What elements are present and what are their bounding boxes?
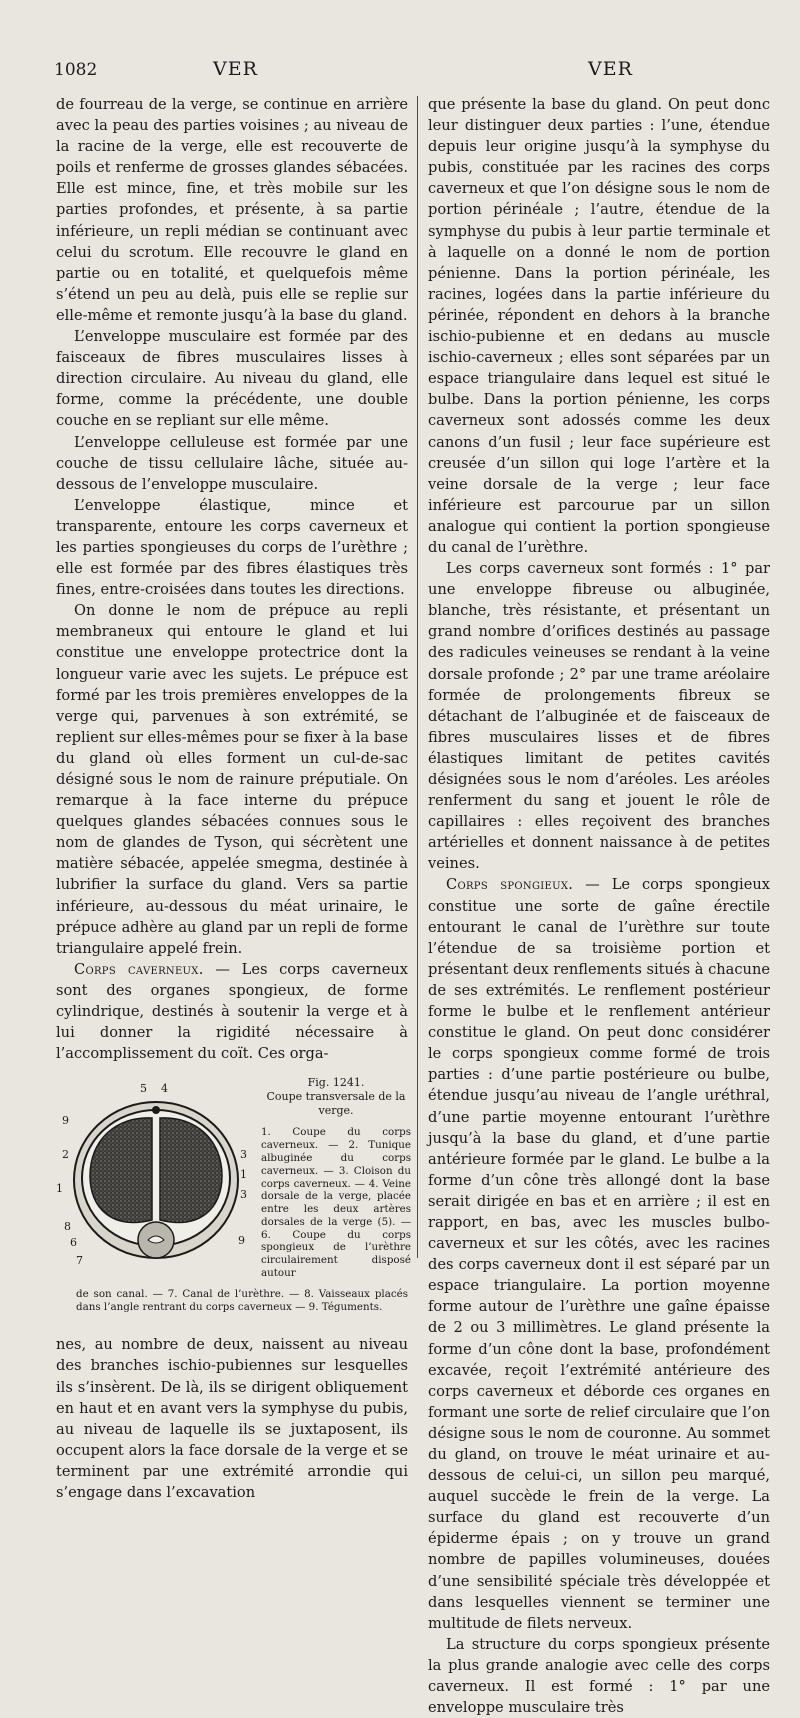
svg-text:3: 3 <box>240 1188 247 1202</box>
svg-text:6: 6 <box>70 1236 77 1250</box>
svg-text:1: 1 <box>240 1168 247 1182</box>
right-column <box>428 94 770 1718</box>
paragraph-text: — Le corps spongieux constitue une sorte de gaîne érectile entourant le canal de l’urèthre sur toute l’étendue de sa troisième portion et présentant deux renflements situés à chacune de ses extrémités. Le renflement postérieur forme le bulbe et le renflement antérieur constitue le gland. On peut donc considérer le corps spongieux comme formé de trois parties : d’une partie postérieure ou bulbe, étendue jusqu’au niveau de l’angle uréthral, d’une partie moyenne entourant l’urèthre jusqu’à la base du gland, et d’une partie antérieure formée par le gland. Le bulbe a la forme d’un cône très allongé dont la base serait dirigée en bas et en arrière ; il est en rapport, en bas, avec les muscles bulbo-caverneux et sur les côtés, avec les racines des corps caverneux dont il est séparé par un espace triangulaire. La portion moyenne forme autour de l’urèthre une gaîne épaisse de 2 ou 3 millimètres. Le gland présente la forme d’un cône dont la base, profondément excavée, reçoit l’extrémité antérieure des corps caverneux et déborde ces organes en formant une sorte de relief circulaire que l’on désigne sous le nom de couronne. Au sommet du gland, on trouve le méat urinaire et au-dessous de celui-ci, un sillon peu marqué, auquel succède le frein de la verge. La surface du gland est recouverte d’un épiderme épais ; on y trouve un grand nombre de papilles volumineuses, douées d’une sensibilité spéciale très développée et dans lesquelles viennent se terminer une multitude de filets nerveux. <box>428 876 770 1632</box>
section-heading: Corps spongieux. <box>446 876 574 894</box>
paragraph: Les corps caverneux sont formés : 1° par une enveloppe fibreuse ou albuginée, blanche, très résistante, et présentant un grand nombre d’orifices destinés au passage des radicules veineuses se rendant à la veine dorsale profonde ; 2° par une trame aréolaire formée de prolongements fibreux se détachant de l’albuginée et de faisceaux de fibres musculaires lisses et de fibres élastiques limitant de petites cavités désignées sous le nom d’aréoles. Les aréoles renferment du sang et jouent le rôle de capillaires : elles reçoivent des branches artérielles et donnent naissance à de petites veines. <box>428 560 770 873</box>
figure-title: Coupe transversale de la verge. <box>266 1090 406 1118</box>
svg-text:7: 7 <box>76 1254 83 1268</box>
page-number: 1082 <box>54 60 98 80</box>
section-heading: Corps caverneux. <box>74 960 204 978</box>
figure-label: Fig. 1241. <box>307 1076 365 1090</box>
figure-1241 <box>56 1070 411 1330</box>
paragraph: L’enveloppe celluleuse est formée par une couche de tissu cellulaire lâche, située au-dessous de l’enveloppe musculaire. <box>56 433 408 493</box>
figure-legend: 1. Coupe du corps caverneux. — 2. Tunique albuginée du corps caverneux. — 3. Cloison du corps caverneux. — 4. Veine dorsale de la verge, placée entre les deux artères dorsales de la verge (5). — 6. Coupe du corps spongieux de l’urèthre circulairement disposé autour <box>261 1126 411 1280</box>
svg-text:1: 1 <box>56 1182 63 1196</box>
cross-section-illustration <box>56 1080 256 1285</box>
paragraph-text: — Les corps caverneux sont des organes spongieux, de forme cylindrique, destinés à soutenir la verge et à lui donner la rigidité nécessaire à l’accomplissement du coït. Ces orga- <box>56 960 408 1063</box>
paragraph: La structure du corps spongieux présente la plus grande analogie avec celle des corps caverneux. Il est formé : 1° par une enveloppe musculaire très <box>428 1635 770 1717</box>
paragraph: On donne le nom de prépuce au repli membraneux qui entoure le gland et lui constitue une enveloppe protectrice dont la longueur varie avec les sujets. Le prépuce est formé par les trois premières enveloppes de la verge qui, parvenues à son extrémité, se replient sur elles-mêmes pour se fixer à la base du gland où elles forment un cul-de-sac désigné sous le nom de rainure préputiale. On remarque à la face interne du prépuce quelques glandes sébacées connues sous le nom de glandes de Tyson, qui sécrètent une matière sébacée, appelée smegma, destinée à lubrifier la surface du gland. Vers sa partie inférieure, au-dessous du méat urinaire, le prépuce adhère au gland par un repli de forme triangulaire appelé frein. <box>56 602 408 957</box>
svg-text:2: 2 <box>62 1148 69 1162</box>
svg-text:9: 9 <box>238 1234 245 1248</box>
paragraph <box>56 959 408 1064</box>
paragraph: nes, au nombre de deux, naissent au niveau des branches ischio-pubiennes sur lesquelles ils s’insèrent. De là, ils se dirigent obliquement en haut et en avant vers la symphyse du pubis, au niveau de laquelle ils se juxtaposent, ils occupent alors la face dorsale de la verge et se terminent par une extrémité arrondie qui s’engage dans l’excavation <box>56 1336 408 1501</box>
paragraph: de fourreau de la verge, se continue en arrière avec la peau des parties voisines ; au niveau de la racine de la verge, elle est recouverte de poils et renferme de grosses glandes sébacées. Elle est mince, fine, et très mobile sur les parties profondes, et présente, à sa partie inférieure, un repli médian se continuant avec celui du scrotum. Elle recouvre le gland en partie ou en totalité, et quelquefois même s’étend un peu au delà, puis elle se replie sur elle-même et remonte jusqu’à la base du gland. <box>56 96 408 324</box>
header-title-right: VER <box>588 58 633 80</box>
paragraph: que présente la base du gland. On peut donc leur distinguer deux parties : l’une, étendue depuis leur origine jusqu’à la symphyse du pubis, constituée par les racines des corps caverneux et que l’on désigne sous le nom de portion périnéale ; l’autre, étendue de la symphyse du pubis à leur partie terminale et à laquelle on a donné le nom de portion pénienne. Dans la portion périnéale, les racines, logées dans la partie inférieure du périnée, répondent en dehors à la branche ischio-pubienne et en dedans au muscle ischio-caverneux ; elles sont séparées par un espace triangulaire dans lequel est situé le bulbe. Dans la portion pénienne, les corps caverneux sont adossés comme les deux canons d’un fusil ; leur face supérieure est creusée d’un sillon qui loge l’artère et la veine dorsale de la verge ; leur face inférieure est parcourue par un sillon analogue qui contient la portion spongieuse du canal de l’urèthre. <box>428 96 770 556</box>
running-header <box>0 58 800 84</box>
svg-text:8: 8 <box>64 1220 71 1234</box>
svg-text:5: 5 <box>140 1082 147 1096</box>
header-title-left: VER <box>213 58 258 80</box>
svg-text:4: 4 <box>161 1082 168 1096</box>
svg-text:9: 9 <box>62 1114 69 1128</box>
column-divider <box>417 96 418 1258</box>
figure-legend-continued: de son canal. — 7. Canal de l’urèthre. — 8. Vaisseaux placés dans l’angle rentrant du corps caverneux — 9. Téguments. <box>76 1288 408 1314</box>
paragraph <box>428 874 770 1633</box>
svg-text:3: 3 <box>240 1148 247 1162</box>
paragraph: L’enveloppe musculaire est formée par des faisceaux de fibres musculaires lisses à direction circulaire. Au niveau du gland, elle forme, comme la précédente, une double couche en se repliant sur elle même. <box>56 328 408 430</box>
dorsal-vein <box>152 1106 160 1114</box>
left-column <box>56 94 411 1503</box>
paragraph: L’enveloppe élastique, mince et transparente, entoure les corps caverneux et les parties spongieuses du corps de l’urèthre ; elle est formée par des fibres élastiques très fines, entre-croisées dans toutes les directions. <box>56 496 408 599</box>
figure-caption <box>261 1076 411 1118</box>
